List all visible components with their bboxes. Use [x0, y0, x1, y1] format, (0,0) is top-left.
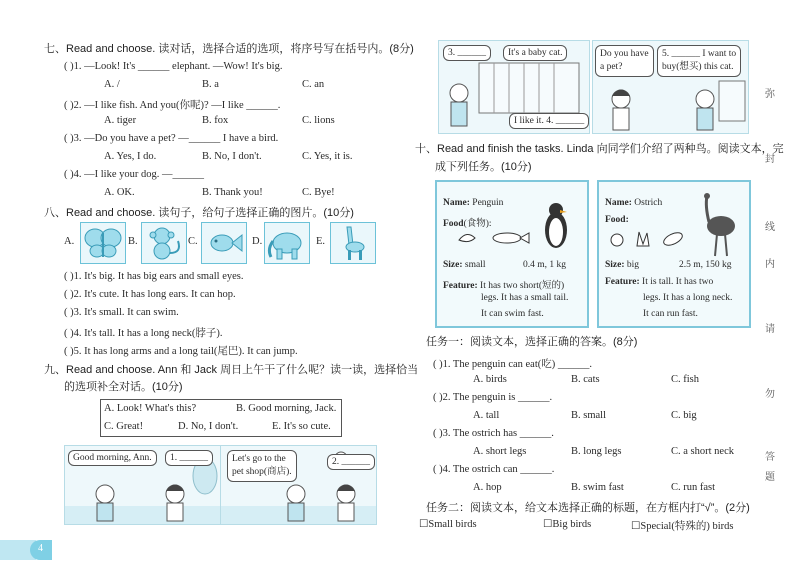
- ostrich-icon: [697, 192, 739, 258]
- t2-option-special[interactable]: [631, 518, 733, 533]
- s9-option-d: D. No, I don't.: [178, 421, 239, 432]
- penguin-size: small: [464, 260, 486, 270]
- bubble-blank-1: 1. ______: [165, 450, 213, 466]
- t1-q4-c: C. run fast: [671, 482, 716, 493]
- penguin-size-label: Size:: [443, 260, 463, 270]
- s7-q3-a: A. Yes, I do.: [104, 151, 157, 162]
- t1-q4-a: A. hop: [473, 482, 502, 493]
- t2-option-small[interactable]: [419, 518, 477, 530]
- penguin-food-note: (食物):: [463, 219, 492, 229]
- giraffe-picture: [330, 222, 376, 264]
- ostrich-feature-row: [605, 277, 713, 287]
- bubble-baby-cat: It's a baby cat.: [503, 45, 567, 61]
- pic-label-d: D.: [252, 236, 263, 247]
- butterfly-picture: [80, 222, 126, 264]
- section-9-heading-line2: 的选项补全对话。(10分): [64, 381, 183, 393]
- section-7-heading: 七、Read and choose. 读对话，选择合适的选项，将序号写在括号内。(8分): [44, 43, 414, 55]
- right-page: [405, 0, 800, 575]
- t1-q1: ( )1. The penguin can eat(吃) ______.: [433, 359, 593, 370]
- t1-q1-a: A. birds: [473, 374, 507, 385]
- pic-label-a: A.: [64, 236, 75, 247]
- s8-sentence-1: ( )1. It's big. It has big ears and small eyes.: [64, 271, 244, 282]
- s7-q4: ( )4. —I like your dog. —______: [64, 169, 204, 180]
- t1-q3-b: B. long legs: [571, 446, 622, 457]
- penguin-feature-2: legs. It has a small tail.: [481, 293, 569, 303]
- bubble-pet-shop: [227, 450, 297, 482]
- t1-q2-b: B. small: [571, 410, 607, 421]
- penguin-feature-label: Feature:: [443, 281, 478, 291]
- task-2-heading: 任务二：阅读文本，给文本选择正确的标题，在方框内打“√”。(2分): [426, 502, 750, 514]
- bubble-like-it: I like it. 4. ______: [509, 113, 589, 129]
- ostrich-feature-3: It can run fast.: [643, 309, 698, 319]
- comic-panel-1: [64, 445, 221, 525]
- penguin-card: [435, 180, 589, 328]
- s7-q4-a: A. OK.: [104, 187, 135, 198]
- s7-q3-c: C. Yes, it is.: [302, 151, 353, 162]
- elephant-icon: [265, 223, 309, 263]
- checkbox-icon[interactable]: ☐: [419, 519, 429, 530]
- s7-q3-b: B. No, I don't.: [202, 151, 262, 162]
- pic-label-c: C.: [188, 236, 198, 247]
- t1-q3: ( )3. The ostrich has ______.: [433, 428, 554, 439]
- s7-q1: ( )1. —Look! It's ______ elephant. —Wow! It's big.: [64, 61, 283, 72]
- shrimp-fish-icon: [457, 230, 532, 246]
- s8-sentence-3: ( )3. It's small. It can swim.: [64, 307, 179, 318]
- comic-panel-2: [220, 445, 377, 525]
- ostrich-food-row: [605, 215, 629, 225]
- penguin-size-row: [443, 260, 486, 270]
- ostrich-size-label: Size:: [605, 260, 625, 270]
- penguin-name: Penguin: [472, 198, 504, 208]
- butterfly-icon: [81, 223, 125, 263]
- bubble-have-pet-line2: a pet?: [600, 62, 623, 72]
- ostrich-size-num: 2.5 m, 150 kg: [679, 260, 732, 270]
- ostrich-feature-1: It is tall. It has two: [642, 277, 714, 287]
- penguin-feature-row: [443, 277, 564, 291]
- giraffe-icon: [331, 223, 375, 263]
- bubble-want-buy-line2: buy(想买) this cat.: [662, 62, 734, 72]
- elephant-picture: [264, 222, 310, 264]
- s7-q2-b: B. fox: [202, 115, 229, 126]
- side-char-7: 答: [765, 452, 775, 463]
- s7-q4-c: C. Bye!: [302, 187, 335, 198]
- t1-q4: ( )4. The ostrich can ______.: [433, 464, 555, 475]
- side-char-1: 弥: [765, 89, 775, 100]
- t2-option-special-label: Special(特殊的) birds: [640, 521, 734, 532]
- ostrich-name: Ostrich: [634, 198, 663, 208]
- ostrich-name-row: [605, 198, 662, 208]
- checkbox-icon[interactable]: ☐: [543, 519, 553, 530]
- s8-sentence-2: ( )2. It's cute. It has long ears. It can hop.: [64, 289, 236, 300]
- side-char-8: 题: [765, 472, 775, 483]
- t1-q3-a: A. short legs: [473, 446, 527, 457]
- bubble-good-morning: Good morning, Ann.: [68, 450, 157, 466]
- s7-q2-a: A. tiger: [104, 115, 137, 126]
- s7-q2: ( )2. —I like fish. And you(你呢)? —I like ______.: [64, 100, 281, 111]
- penguin-feature-1: It has two short(短的): [480, 281, 565, 291]
- section-8-heading: 八、Read and choose. 读句子，给句子选择正确的图片。(10分): [44, 207, 354, 219]
- s7-q3: ( )3. —Do you have a pet? —______ I have a bird.: [64, 133, 279, 144]
- task-1-heading: 任务一：阅读文本，选择正确的答案。(8分): [426, 336, 638, 348]
- s8-sentence-4: ( )4. It's tall. It has a long neck(脖子).: [64, 328, 223, 339]
- pic-label-e: E.: [316, 236, 326, 247]
- comic-panel-4: [592, 40, 749, 134]
- t2-option-big[interactable]: [543, 518, 591, 530]
- s9-option-b: B. Good morning, Jack.: [236, 403, 337, 414]
- section-10-heading-line1: 十、Read and finish the tasks. Linda 向同学们介绍了两种鸟。阅读文本，完: [415, 143, 784, 155]
- t1-q2-a: A. tall: [473, 410, 500, 421]
- checkbox-icon[interactable]: ☐: [631, 521, 641, 532]
- s7-q1-a: A. /: [104, 79, 120, 90]
- bubble-blank-2: 2. ______: [327, 454, 375, 470]
- monkey-icon: [142, 223, 186, 263]
- s9-option-a: A. Look! What's this?: [104, 403, 197, 414]
- bubble-have-pet-line1: Do you have: [600, 49, 649, 59]
- penguin-name-label: Name:: [443, 198, 470, 208]
- t1-q2-c: C. big: [671, 410, 697, 421]
- bubble-pet-shop-line1: Let's go to the: [232, 454, 286, 464]
- ostrich-feature-label: Feature:: [605, 277, 640, 287]
- s7-q1-c: C. an: [302, 79, 325, 90]
- monkey-picture: [141, 222, 187, 264]
- ostrich-size-row: [605, 260, 639, 270]
- side-char-4: 内: [765, 259, 775, 270]
- t1-q4-b: B. swim fast: [571, 482, 624, 493]
- penguin-feature-3: It can swim fast.: [481, 309, 544, 319]
- penguin-icon: [539, 200, 573, 250]
- apple-grass-leaf-icon: [609, 230, 687, 248]
- s9-option-c: C. Great!: [104, 421, 144, 432]
- penguin-size-num: 0.4 m, 1 kg: [523, 260, 567, 270]
- s9-option-e: E. It's so cute.: [272, 421, 331, 432]
- penguin-food-row: [443, 215, 492, 229]
- penguin-name-row: [443, 198, 503, 208]
- pic-label-b: B.: [128, 236, 138, 247]
- section-10-heading-line2: 成下列任务。(10分): [435, 161, 532, 173]
- t1-q3-c: C. a short neck: [671, 446, 734, 457]
- s7-q2-c: C. lions: [302, 115, 335, 126]
- bubble-have-pet: [595, 45, 654, 77]
- t2-option-small-label: Small birds: [428, 519, 477, 530]
- s8-sentence-5: ( )5. It has long arms and a long tail(尾巴). It can jump.: [64, 346, 298, 357]
- side-char-3: 线: [765, 222, 775, 233]
- side-char-5: 请: [765, 324, 775, 335]
- bubble-want-buy: [657, 45, 741, 77]
- section-9-heading-line1: 九、Read and choose. Ann 和 Jack 周日上午干了什么呢？读一读，选择恰当: [44, 364, 419, 376]
- side-char-6: 勿: [765, 389, 775, 400]
- ostrich-name-label: Name:: [605, 198, 632, 208]
- page-number: 4: [38, 543, 43, 554]
- t1-q2: ( )2. The penguin is ______.: [433, 392, 553, 403]
- s7-q4-b: B. Thank you!: [202, 187, 263, 198]
- side-char-2: 封: [765, 154, 775, 165]
- penguin-food-label: Food: [443, 219, 464, 229]
- s7-q1-b: B. a: [202, 79, 219, 90]
- ostrich-feature-2: legs. It has a long neck.: [643, 293, 733, 303]
- ostrich-food-label: Food:: [605, 215, 629, 225]
- bubble-want-buy-line1: 5. ______ I want to: [662, 49, 737, 59]
- bubble-pet-shop-line2: pet shop(商店).: [232, 467, 292, 477]
- comic-panel-3: [438, 40, 590, 134]
- ostrich-card: [597, 180, 751, 328]
- t1-q1-b: B. cats: [571, 374, 600, 385]
- t2-option-big-label: Big birds: [552, 519, 592, 530]
- fish-picture: [201, 222, 247, 264]
- bubble-blank-3: 3. ______: [443, 45, 491, 61]
- t1-q1-c: C. fish: [671, 374, 700, 385]
- goldfish-icon: [202, 223, 246, 263]
- ostrich-size: big: [626, 260, 640, 270]
